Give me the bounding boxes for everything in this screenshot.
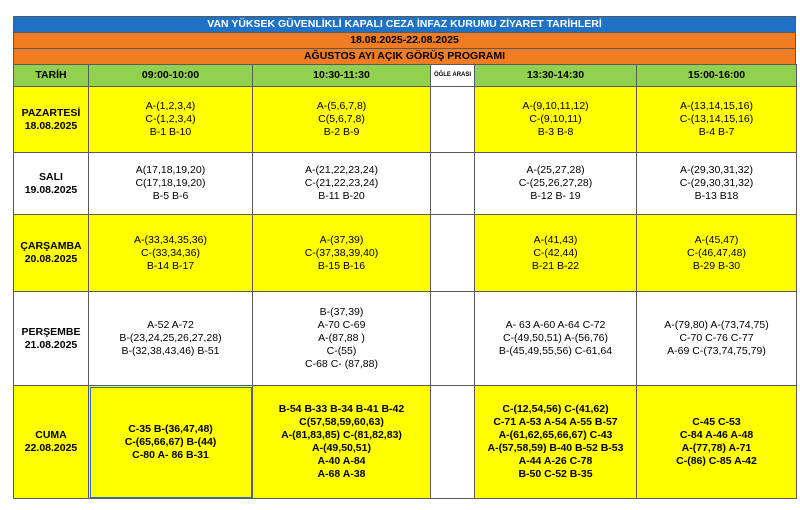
slot-line: C(57,58,59,60,63) [299, 416, 384, 428]
schedule-table [13, 64, 797, 499]
day-date: 22.08.2025 [24, 442, 78, 454]
slot-line: A-(9,10,11,12) [522, 100, 589, 112]
slot-cell[interactable] [637, 386, 797, 499]
slot-cell[interactable] [253, 386, 431, 499]
slot-line: C-(49,50,51) A-(56,76) [502, 332, 609, 344]
slot-line: B-(32,38,43,46) B-51 [121, 345, 220, 357]
slot-line: B-14 B-17 [146, 259, 195, 272]
slot-line: A-(33,34,35,36) [134, 233, 207, 246]
sheet-title[interactable]: VAN YÜKSEK GÜVENLİKLİ KAPALI CEZA İNFAZ KURUMU ZİYARET TARİHLERİ [13, 16, 796, 32]
slot-line: A-(79,80) A-(73,74,75) [664, 319, 769, 331]
col-header-slot-3[interactable]: 13:30-14:30 [475, 65, 637, 87]
slot-line: B-54 B-33 B-34 B-41 B-42 [278, 403, 405, 415]
slot-cell[interactable] [475, 386, 637, 499]
slot-cell[interactable] [637, 215, 797, 292]
slot-line: C-(25,26,27,28) [518, 177, 593, 189]
slot-line: C-(33,34,36) [141, 246, 200, 259]
col-header-slot-4[interactable]: 15:00-16:00 [637, 65, 797, 87]
slot-line: A-44 A-26 C-78 [518, 455, 593, 467]
slot-line: B-5 B-6 [152, 190, 189, 202]
slot-line: C-68 C- (87,88) [305, 358, 378, 370]
slot-line: A-(13,14,15,16) [680, 100, 753, 112]
slot-line: B-2 B-9 [323, 126, 360, 138]
schedule-sheet [13, 16, 796, 499]
lunch-break-cell[interactable] [431, 153, 475, 215]
slot-cell[interactable] [89, 215, 253, 292]
slot-line: B-4 B-7 [698, 126, 735, 138]
day-name: SALI [39, 170, 63, 183]
slot-line: B-(45,49,55,56) C-61,64 [498, 345, 613, 357]
slot-cell[interactable] [89, 386, 253, 499]
slot-line: A- 63 A-60 A-64 C-72 [505, 319, 606, 331]
date-range[interactable]: 18.08.2025-22.08.2025 [13, 32, 796, 48]
slot-line: C-45 C-53 [692, 416, 741, 428]
slot-line: C-(12,54,56) C-(41,62) [502, 403, 609, 415]
slot-line: A-69 C-(73,74,75,79) [667, 345, 766, 357]
slot-cell[interactable] [637, 153, 797, 215]
slot-line: C-(21,22,23,24) [304, 177, 379, 189]
slot-line: B-12 B- 19 [530, 190, 581, 202]
slot-line: A-(37,39) [319, 233, 364, 246]
slot-line: A-(45,47) [694, 233, 739, 246]
day-name: PAZARTESİ [21, 106, 81, 119]
slot-line: B-(37,39) [319, 306, 364, 318]
slot-cell[interactable] [475, 292, 637, 386]
day-cell[interactable] [14, 153, 89, 215]
slot-line: B-29 B-30 [692, 259, 741, 272]
program-subtitle[interactable]: AĞUSTOS AYI AÇIK GÖRÜŞ PROGRAMI [13, 48, 796, 64]
col-header-lunch-break[interactable]: ÖĞLE ARASI [431, 65, 475, 87]
day-date: 21.08.2025 [24, 338, 78, 351]
day-row [14, 386, 797, 499]
day-cell[interactable] [14, 215, 89, 292]
slot-line: A-52 A-72 [147, 319, 194, 331]
slot-cell[interactable] [89, 153, 253, 215]
slot-line: A-(41,43) [533, 233, 578, 246]
slot-line: B-50 C-52 B-35 [518, 468, 593, 480]
slot-line: A-(77,78) A-71 [681, 442, 752, 454]
day-row [14, 215, 797, 292]
slot-line: C-84 A-46 A-48 [679, 429, 754, 441]
slot-line: C-35 B-(36,47,48) [128, 422, 213, 435]
slot-line: B-13 B18 [694, 190, 739, 202]
slot-line: C-(37,38,39,40) [304, 246, 379, 259]
lunch-break-cell[interactable] [431, 292, 475, 386]
day-name: ÇARŞAMBA [20, 240, 82, 252]
slot-line: A-(87,88 ) [318, 332, 365, 344]
slot-cell[interactable] [89, 87, 253, 153]
slot-line: A(17,18,19,20) [135, 164, 206, 176]
slot-cell[interactable] [475, 153, 637, 215]
slot-line: A-(81,83,85) C-(81,82,83) [281, 429, 402, 441]
day-row [14, 292, 797, 386]
slot-line: A-68 A-38 [317, 468, 366, 480]
col-header-slot-2[interactable]: 10:30-11:30 [253, 65, 431, 87]
col-header-date[interactable]: TARİH [14, 65, 89, 87]
slot-cell[interactable] [253, 87, 431, 153]
slot-cell[interactable] [253, 292, 431, 386]
day-row [14, 153, 797, 215]
day-date: 19.08.2025 [24, 183, 78, 196]
slot-line: C(17,18,19,20) [135, 177, 206, 189]
slot-line: C-80 A- 86 B-31 [132, 448, 209, 461]
slot-line: C-(1,2,3,4) [145, 113, 196, 125]
slot-line: C-(86) C-85 A-42 [676, 455, 757, 467]
day-cell[interactable] [14, 386, 89, 499]
slot-line: A-(1,2,3,4) [145, 100, 196, 112]
slot-line: A-(29,30,31,32) [680, 164, 753, 176]
lunch-break-cell[interactable] [431, 386, 475, 499]
slot-line: C-(46,47,48) [687, 246, 746, 259]
day-date: 18.08.2025 [24, 119, 78, 132]
slot-cell[interactable] [475, 87, 637, 153]
slot-line: B-3 B-8 [537, 126, 574, 138]
slot-line: A-(25,27,28) [526, 164, 585, 176]
slot-line: C-(42,44) [533, 246, 578, 259]
lunch-break-cell[interactable] [431, 87, 475, 153]
day-cell[interactable] [14, 292, 89, 386]
lunch-break-cell[interactable] [431, 215, 475, 292]
slot-line: C-(13,14,15,16) [679, 113, 754, 125]
slot-line: B-11 B-20 [318, 190, 365, 202]
slot-cell[interactable] [89, 292, 253, 386]
slot-line: A-(5,6,7,8) [316, 100, 367, 112]
slot-cell[interactable] [637, 292, 797, 386]
slot-cell[interactable] [475, 215, 637, 292]
slot-cell[interactable] [253, 153, 431, 215]
slot-line: C-70 C-76 C-77 [679, 332, 754, 344]
day-cell[interactable] [14, 87, 89, 153]
day-name: CUMA [35, 429, 67, 441]
slot-line: A-(61,62,65,66,67) C-43 [498, 429, 613, 441]
slot-cell[interactable] [637, 87, 797, 153]
col-header-slot-1[interactable]: 09:00-10:00 [89, 65, 253, 87]
day-date: 20.08.2025 [24, 253, 78, 265]
slot-line: C-71 A-53 A-54 A-55 B-57 [493, 416, 618, 428]
slot-cell[interactable] [253, 215, 431, 292]
slot-line: A-70 C-69 [317, 319, 366, 331]
slot-line: B-21 B-22 [531, 259, 580, 272]
slot-line: C-(55) [326, 345, 357, 357]
slot-line: A-(49,50,51) [312, 442, 371, 454]
slot-line: C(5,6,7,8) [318, 113, 365, 125]
slot-line: C-(29,30,31,32) [679, 177, 754, 189]
slot-line: A-(21,22,23,24) [305, 164, 378, 176]
day-name: PERŞEMBE [21, 325, 81, 338]
slot-line: A-(57,58,59) B-40 B-52 B-53 [487, 442, 624, 454]
slot-line: B-(23,24,25,26,27,28) [119, 332, 222, 344]
slot-line: B-1 B-10 [149, 126, 192, 138]
slot-line: C-(65,66,67) B-(44) [124, 435, 217, 448]
slot-line: A-40 A-84 [317, 455, 366, 467]
day-row [14, 87, 797, 153]
slot-line: C-(9,10,11) [529, 113, 582, 125]
slot-line: B-15 B-16 [317, 259, 366, 272]
header-row [14, 65, 797, 87]
